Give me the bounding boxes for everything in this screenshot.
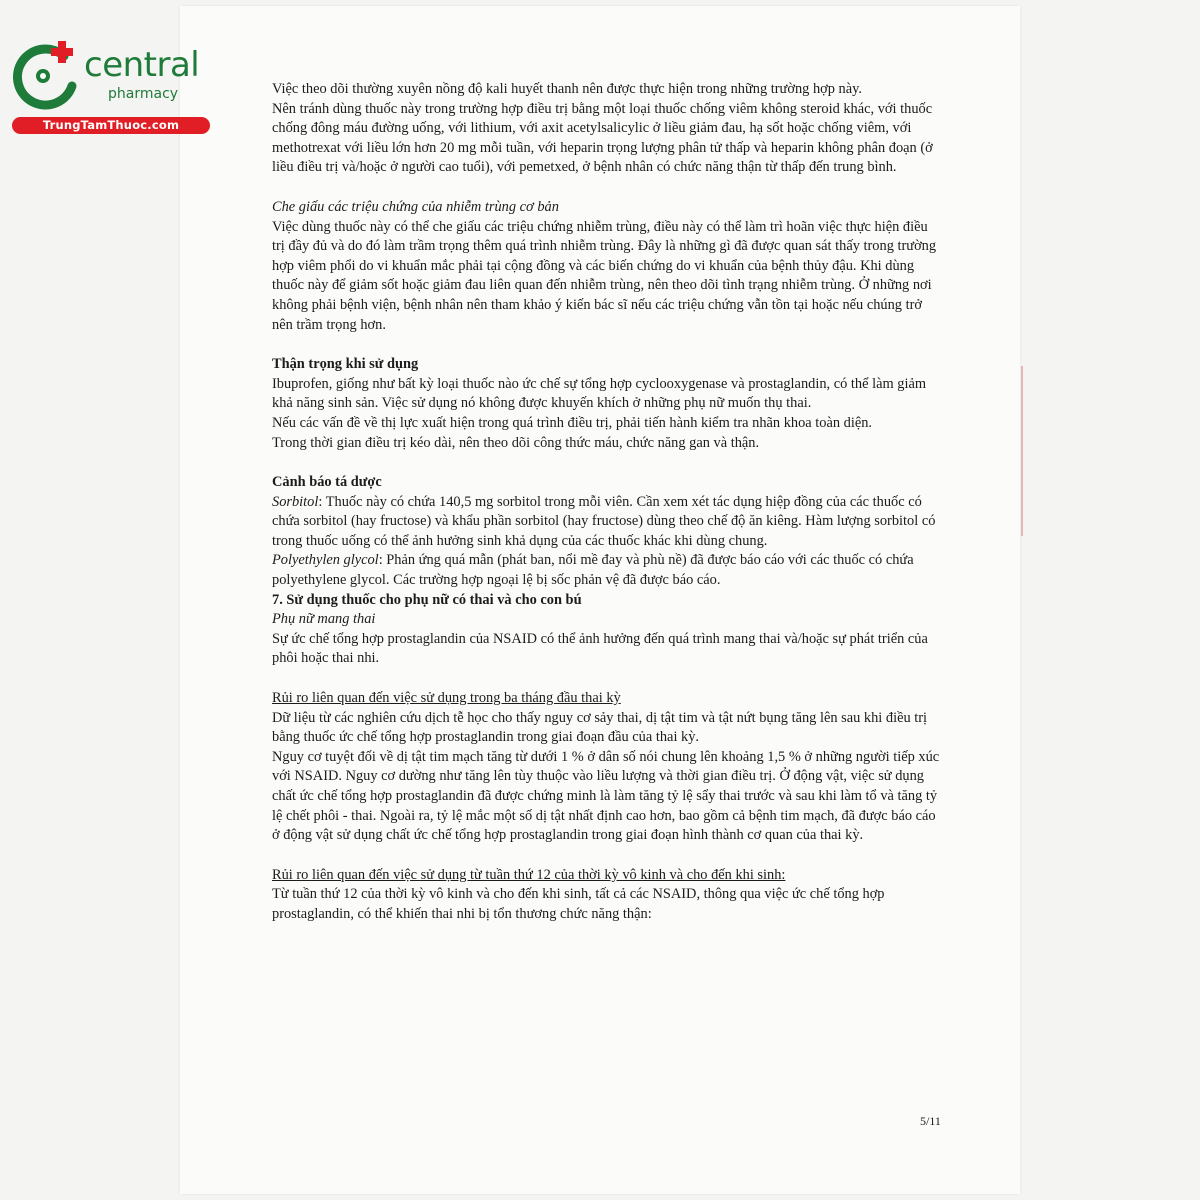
paragraph: Trong thời gian điều trị kéo dài, nên theo dõi công thức máu, chức năng gan và thận. [272, 434, 760, 451]
paragraph: Việc theo dõi thường xuyên nồng độ kali huyết thanh nên được thực hiện trong những trường hợp này. [272, 81, 862, 97]
brand-name: central [84, 45, 200, 85]
subheading-first-trimester: Rủi ro liên quan đến việc sử dụng trong ba tháng đầu thai kỳ [272, 690, 621, 707]
section-heading-masking: Che giấu các triệu chứng của nhiễm trùng cơ bản [272, 198, 559, 215]
paragraph: Nên tránh dùng thuốc này trong trường hợp điều trị bằng một loại thuốc chống viêm không steroid khác, với thuốc chống đông máu đường uống, với lithium, với axit acetylsalicylic ở liều giảm đau, hạ sốt hoặc chống viêm, với methotrexat với liều lớn hơn 20 mg mỗi tuần, với heparin trọng lượng phân tử thấp và heparin không phân đoạn (ở liều điều trị và/hoặc ở người cao tuổi), với pemetxed, ở bệnh nhân có chức năng thận từ thấp đến trung bình. [272, 100, 933, 176]
paragraph-sorbitol [272, 493, 944, 552]
section-heading-excipients: Cảnh báo tá dược [272, 474, 382, 491]
paragraph: Sự ức chế tổng hợp prostaglandin của NSAID có thể ảnh hưởng đến quá trình mang thai và/hoặc sự phát triển của phôi hoặc thai nhi. [272, 630, 928, 667]
peg-text: : Phản ứng quá mẫn (phát ban, nổi mề đay và phù nề) đã được báo cáo với các thuốc có chứa polyethylene glycol. Các trường hợp ngoại lệ bị sốc phản vệ đã được báo cáo. [272, 552, 914, 589]
paragraph: Nguy cơ tuyệt đối về dị tật tim mạch tăng từ dưới 1 % ở dân số nói chung lên khoảng 1,5 % ở những người tiếp xúc với NSAID. Nguy cơ dường như tăng lên tùy thuộc vào liều lượng và thời gian điều trị. Ở động vật, việc sử dụng chất ức chế tổng hợp prostaglandin đã được chứng minh là làm tăng tỷ lệ sẩy thai trước và sau khi làm tổ và tăng tỷ lệ chết phôi - thai. Ngoài ra, tỷ lệ mắc một số dị tật nhất định cao hơn, bao gồm cả bệnh tim mạch, đã được báo cáo ở động vật sử dụng chất ức chế tổng hợp prostaglandin trong giai đoạn hình thành cơ quan của thai kỳ. [272, 748, 940, 844]
paragraph: Từ tuần thứ 12 của thời kỳ vô kinh và cho đến khi sinh, tất cả các NSAID, thông qua việc ức chế tổng hợp prostaglandin, có thể khiến thai nhi bị tổn thương chức năng thận: [272, 886, 885, 922]
paragraph: Việc dùng thuốc này có thể che giấu các triệu chứng nhiễm trùng, điều này có thể làm trì hoãn việc thực hiện điều trị đầy đủ và do đó làm trầm trọng thêm quá trình nhiễm trùng. Đây là những gì đã được quan sát thấy trong trường hợp viêm phổi do vi khuẩn mắc phải tại cộng đồng và các biến chứng do vi khuẩn của bệnh thủy đậu. Khi dùng thuốc này để giảm sốt hoặc giảm đau liên quan đến nhiễm trùng, nên theo dõi tình trạng nhiễm trùng. Ở những nơi không phải bệnh viện, bệnh nhân nên tham khảo ý kiến bác sĩ nếu các triệu chứng vẫn tồn tại hoặc nếu chúng trở nên trầm trọng hơn. [272, 218, 937, 333]
central-pharmacy-logo [10, 36, 210, 136]
red-stamp-fragment [1010, 370, 1024, 520]
sorbitol-label: Sorbitol [272, 493, 319, 510]
website-banner[interactable]: TrungTamThuoc.com [12, 117, 210, 134]
pharmacy-cross-logo-icon [12, 38, 82, 110]
document-body [272, 80, 944, 925]
section-heading-7: 7. Sử dụng thuốc cho phụ nữ có thai và cho con bú [272, 591, 582, 608]
sorbitol-text: : Thuốc này có chứa 140,5 mg sorbitol trong mỗi viên. Cần xem xét tác dụng hiệp đồng của các thuốc có chứa sorbitol (hay fructose) và khẩu phần sorbitol (hay fructose) dùng theo chế độ ăn kiêng. Hàm lượng sorbitol có trong thuốc uống có thể ảnh hưởng sinh khả dụng của các thuốc khác khi dùng chung. [272, 493, 936, 549]
paragraph: Nếu các vấn đề về thị lực xuất hiện trong quá trình điều trị, phải tiến hành kiểm tra nhãn khoa toàn diện. [272, 414, 873, 431]
section-heading-precautions: Thận trọng khi sử dụng [272, 356, 419, 373]
subheading-pregnant: Phụ nữ mang thai [272, 611, 376, 628]
brand-subtitle: pharmacy [108, 86, 179, 102]
peg-label: Polyethylen glycol [272, 552, 379, 569]
paragraph-peg [272, 551, 944, 590]
paragraph: Ibuprofen, giống như bất kỳ loại thuốc nào ức chế sự tổng hợp cyclooxygenase và prostaglandin, có thể làm giảm khả năng sinh sản. Việc sử dụng nó không được khuyến khích ở những phụ nữ muốn thụ thai. [272, 375, 927, 412]
paragraph: Dữ liệu từ các nghiên cứu dịch tễ học cho thấy nguy cơ sảy thai, dị tật tim và tật nứt bụng tăng lên sau khi điều trị bằng thuốc ức chế tổng hợp prostaglandin trong giai đoạn đầu của thai kỳ. [272, 709, 928, 746]
page-number: 5/11 [920, 1114, 941, 1128]
subheading-week12: Rủi ro liên quan đến việc sử dụng từ tuần thứ 12 của thời kỳ vô kinh và cho đến khi sinh: [272, 866, 786, 883]
